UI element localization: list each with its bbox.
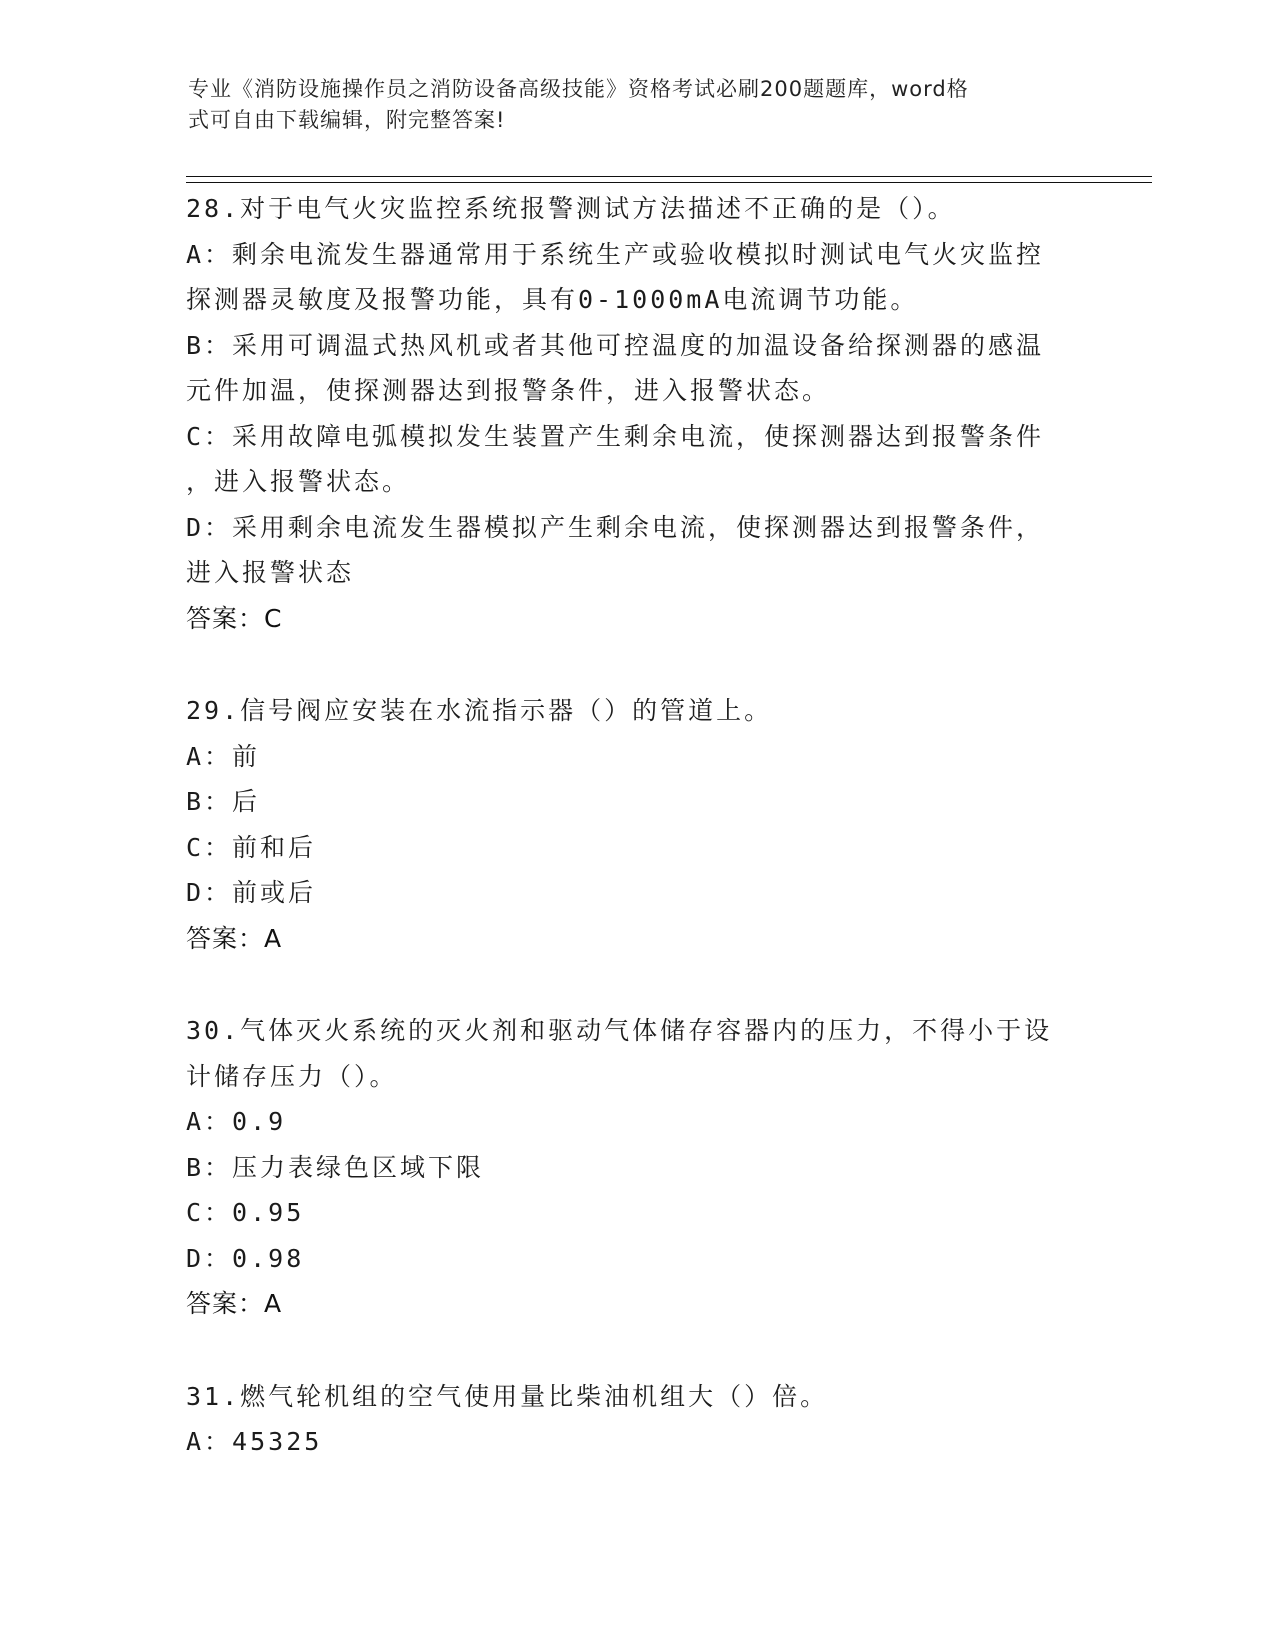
option-line: C：采用故障电弧模拟发生装置产生剩余电流，使探测器达到报警条件 bbox=[186, 421, 1045, 451]
option-d bbox=[186, 505, 1086, 596]
answer-label: 答案：C bbox=[186, 603, 283, 633]
question-stem: 计储存压力（）。 bbox=[186, 1061, 398, 1091]
header-intro-line: 式可自由下载编辑，附完整答案! bbox=[188, 108, 506, 132]
option-a: A：45325 bbox=[186, 1427, 323, 1456]
option-a: A：前 bbox=[186, 741, 261, 771]
option-a bbox=[186, 232, 1086, 323]
option-b bbox=[186, 323, 1086, 414]
document-header bbox=[188, 74, 1068, 136]
option-d: D：前或后 bbox=[186, 878, 317, 907]
option-b: B：后 bbox=[186, 787, 261, 816]
option-line: 元件加温，使探测器达到报警条件，进入报警状态。 bbox=[186, 376, 831, 405]
header-divider-top bbox=[186, 176, 1152, 177]
question-list bbox=[186, 186, 1086, 1512]
option-line: 进入报警状态 bbox=[186, 558, 355, 587]
option-line: B：采用可调温式热风机或者其他可控温度的加温设备给探测器的感温 bbox=[186, 330, 1045, 360]
option-line: 探测器灵敏度及报警功能，具有0-1000mA电流调节功能。 bbox=[186, 285, 919, 314]
question-stem: 30.气体灭火系统的灭火剂和驱动气体储存容器内的压力，不得小于设 bbox=[186, 1016, 1053, 1045]
option-line: A：剩余电流发生器通常用于系统生产或验收模拟时测试电气火灾监控 bbox=[186, 239, 1045, 269]
option-d: D：0.98 bbox=[186, 1243, 305, 1273]
question-stem: 31.燃气轮机组的空气使用量比柴油机组大（）倍。 bbox=[186, 1381, 829, 1411]
option-c: C：0.95 bbox=[186, 1198, 305, 1227]
question-28 bbox=[186, 186, 1086, 641]
option-line: ，进入报警状态。 bbox=[186, 467, 411, 496]
option-line: D：采用剩余电流发生器模拟产生剩余电流，使探测器达到报警条件， bbox=[186, 512, 1045, 542]
option-b: B：压力表绿色区域下限 bbox=[186, 1152, 485, 1182]
option-c bbox=[186, 414, 1086, 505]
header-divider-bottom bbox=[186, 182, 1152, 183]
question-29 bbox=[186, 688, 1086, 961]
question-31 bbox=[186, 1374, 1086, 1465]
option-c: C：前和后 bbox=[186, 832, 317, 862]
option-a: A：0.9 bbox=[186, 1107, 287, 1136]
question-stem: 29.信号阀应安装在水流指示器（）的管道上。 bbox=[186, 696, 773, 725]
question-stem: 28.对于电气火灾监控系统报警测试方法描述不正确的是（）。 bbox=[186, 194, 956, 223]
header-intro-line: 专业《消防设施操作员之消防设备高级技能》资格考试必刷200题题库，word格 bbox=[188, 77, 969, 101]
answer-label: 答案：A bbox=[186, 923, 283, 953]
answer-label: 答案：A bbox=[186, 1289, 283, 1318]
question-30 bbox=[186, 1008, 1086, 1327]
